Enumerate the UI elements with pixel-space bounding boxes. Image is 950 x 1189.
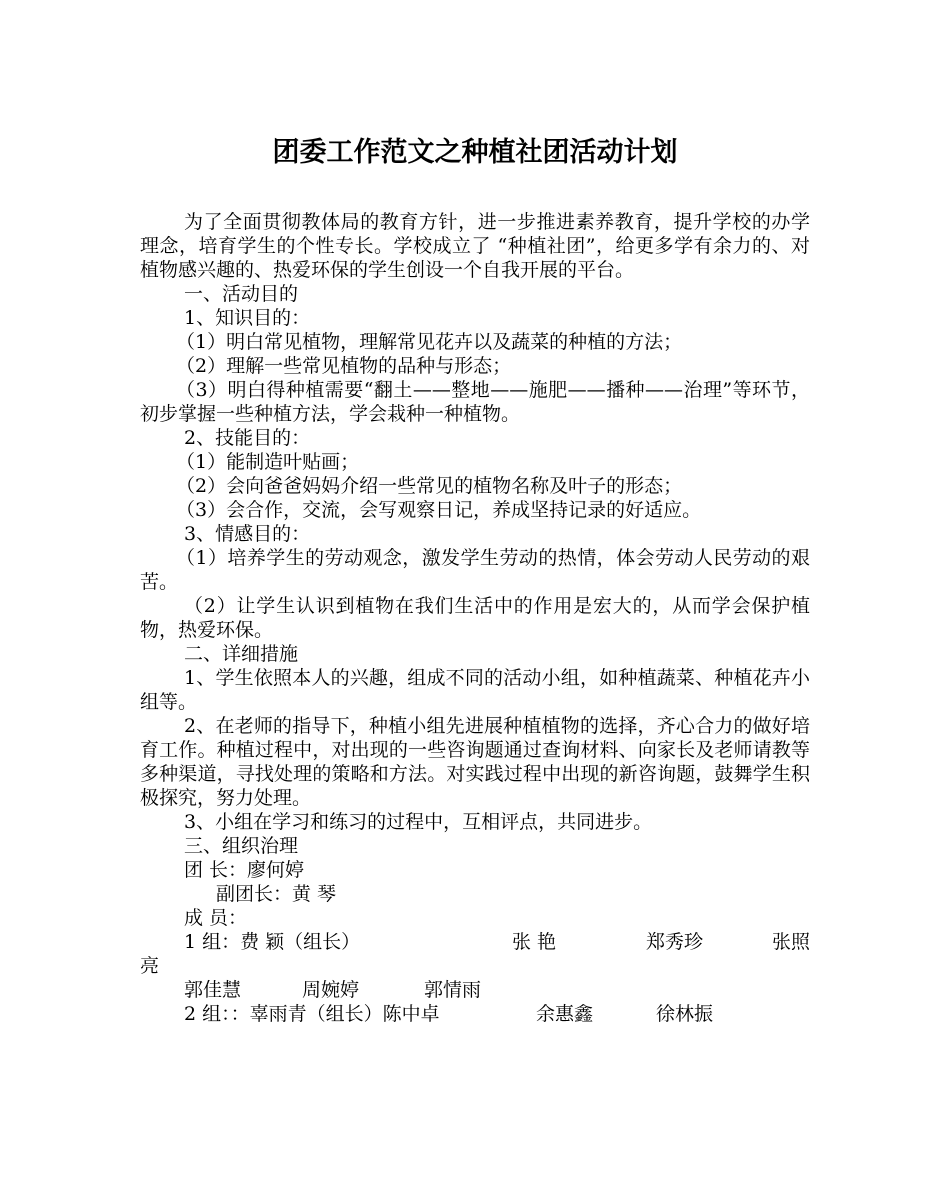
section-heading-organization: 三、组织治理 — [184, 835, 299, 857]
members-label: 成 员： — [184, 907, 248, 929]
emotion-item-1: （1）培养学生的劳动观念，激发学生劳动的热情，体会劳动人民劳动的艰苦。 — [140, 547, 810, 593]
skill-item-2: （2）会向爸爸妈妈介绍一些常见的植物名称及叶子的形态； — [176, 475, 683, 497]
knowledge-item-1: （1）明白常见植物，理解常见花卉以及蔬菜的种植的方法； — [176, 331, 683, 353]
knowledge-item-2: （2）理解一些常见植物的品种与形态； — [176, 355, 512, 377]
measure-item-1: 1、学生依照本人的兴趣，组成不同的活动小组，如种植蔬菜、种植花卉小组等。 — [140, 667, 810, 713]
measure-item-2: 2、在老师的指导下，种植小组先进展种植植物的选择，齐心合力的做好培育工作。种植过程中，对出现的一些咨询题通过查询材料、向家长及老师请教等多种渠道，寻找处理的策略和方法。对实践过程中出现的新咨询题，鼓舞学生积极探究，努力处理。 — [140, 715, 810, 809]
group-1-row-2 — [140, 978, 810, 1002]
subheading-knowledge: 1、知识目的： — [184, 307, 311, 329]
leader-line: 团 长：廖何婷 — [184, 859, 305, 881]
group-1-member: 郑秀珍 — [646, 931, 704, 953]
group-1-member: 周婉婷 — [302, 979, 360, 1001]
group-2-row — [140, 1002, 810, 1026]
subheading-emotion: 3、情感目的： — [184, 523, 311, 545]
skill-item-3: （3）会合作，交流，会写观察日记，养成坚持记录的好适应。 — [176, 499, 702, 521]
group-1-member: 张 艳 — [512, 931, 557, 953]
group-2-member: 徐林振 — [656, 1003, 714, 1025]
emotion-item-2: （2）让学生认识到植物在我们生活中的作用是宏大的，从而学会保护植物，热爱环保。 — [140, 595, 810, 641]
group-1-row — [140, 930, 810, 954]
skill-item-1: （1）能制造叶贴画； — [176, 451, 360, 473]
section-heading-measures: 二、详细措施 — [184, 643, 299, 665]
group-1-member: 张照 — [771, 931, 810, 953]
group-2-member: 余惠鑫 — [536, 1003, 594, 1025]
group-1-wrap: 亮 — [140, 955, 160, 977]
group-1-member: 郭情雨 — [424, 979, 482, 1001]
group-2-label: 2 组：：辜雨青（组长）陈中卓 — [184, 1003, 440, 1025]
document-body — [140, 210, 810, 1026]
document-title: 团委工作范文之种植社团活动计划 — [272, 137, 678, 168]
intro-paragraph: 为了全面贯彻教体局的教育方针，进一步推进素养教育，提升学校的办学理念，培育学生的个性专长。学校成立了 “种植社团”，给更多学有余力的、对植物感兴趣的、热爱环保的学生创设一个自我开展的平台。 — [140, 211, 810, 281]
vice-leader-line: 副团长：黄 琴 — [216, 883, 337, 905]
knowledge-item-3: （3）明白得种植需要“翻土——整地——施肥——播种——治理”等环节，初步掌握一些种植方法，学会栽种一种植物。 — [140, 379, 810, 425]
subheading-skills: 2、技能目的： — [184, 427, 311, 449]
section-heading-goals: 一、活动目的 — [184, 283, 299, 305]
group-1-label: 1 组：费 颖（组长） — [184, 931, 361, 953]
measure-item-3: 3、小组在学习和练习的过程中，互相评点，共同进步。 — [184, 811, 653, 833]
group-1-member: 郭佳慧 — [184, 979, 242, 1001]
